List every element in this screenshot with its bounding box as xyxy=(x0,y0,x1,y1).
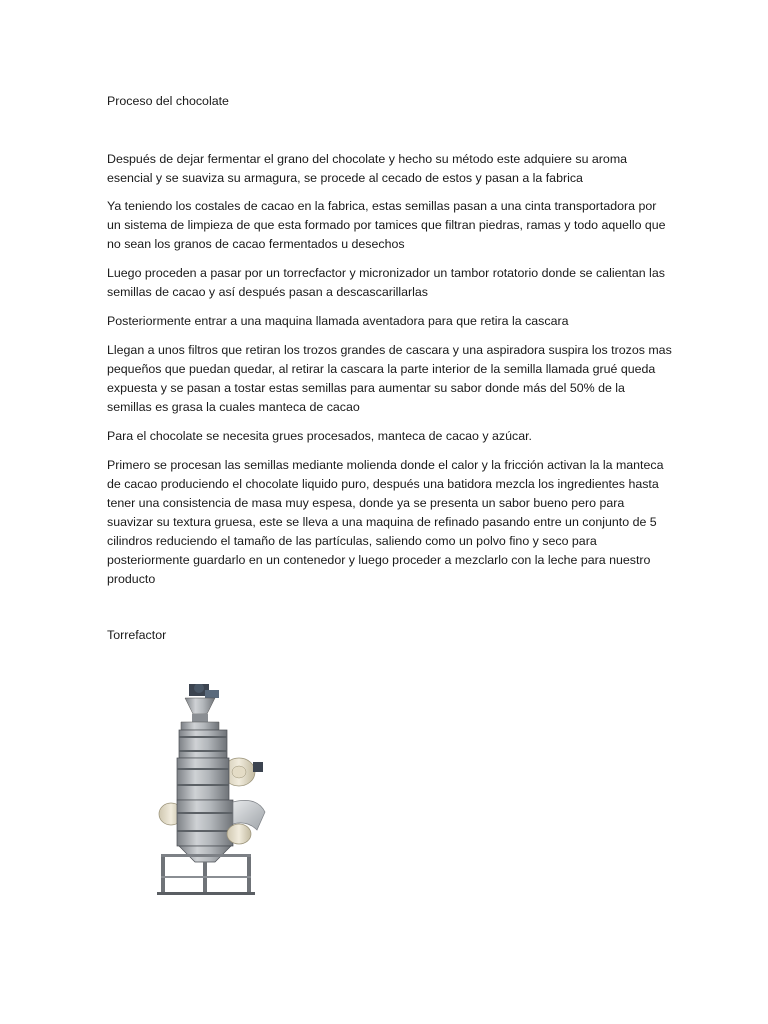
paragraph-4: Posteriormente entrar a una maquina llamada aventadora para que retira la cascara xyxy=(107,314,569,328)
paragraph-1: Después de dejar fermentar el grano del chocolate y hecho su método este adquiere su aroma esencial y se suaviza su armagura, se procede al cecado de estos y pasan a la fabrica xyxy=(107,152,628,185)
torrefactor-machine-image xyxy=(107,684,312,899)
paragraph-3: Luego proceden a pasar por un torrecfactor y micronizador un tambor rotatorio donde se calientan las semillas de cacao y así después pasan a descascarillarlas xyxy=(107,266,665,299)
paragraph-2: Ya teniendo los costales de cacao en la fabrica, estas semillas pasan a una cinta transportadora por un sistema de limpieza de que esta formado por tamices que filtran piedras, ramas y todo aquello que no sean los granos de cacao fermentados u desechos xyxy=(107,199,666,251)
paragraph-6: Para el chocolate se necesita grues procesados, manteca de cacao y azúcar. xyxy=(107,429,532,443)
paragraph-7: Primero se procesan las semillas mediante molienda donde el calor y la fricción activan la la manteca de cacao produciendo el chocolate liquido puro, después una batidora mezcla los ingredientes hasta tener una consistencia de masa muy espesa, donde ya se presenta un sabor bueno pero para suavizar su textura gruesa, este se lleva a una maquina de refinado pasando entre un conjunto de 5 cilindros reduciendo el tamaño de las partículas, saliendo como un polvo fino y seco para posteriormente guardarlo en un contenedor y luego proceder a mezclarlo con la leche para nuestro producto xyxy=(107,458,664,586)
page-title: Proceso del chocolate xyxy=(107,94,229,108)
paragraph-5: Llegan a unos filtros que retiran los trozos grandes de cascara y una aspiradora suspira los trozos mas pequeños que puedan quedar, al retirar la cascara la parte interior de la semilla llamada grué queda expuesta y se pasan a tostar estas semillas para aumentar su sabor donde más del 50% de la semillas es grasa la cuales manteca de cacao xyxy=(107,343,672,414)
section-heading: Torrefactor xyxy=(107,628,167,642)
